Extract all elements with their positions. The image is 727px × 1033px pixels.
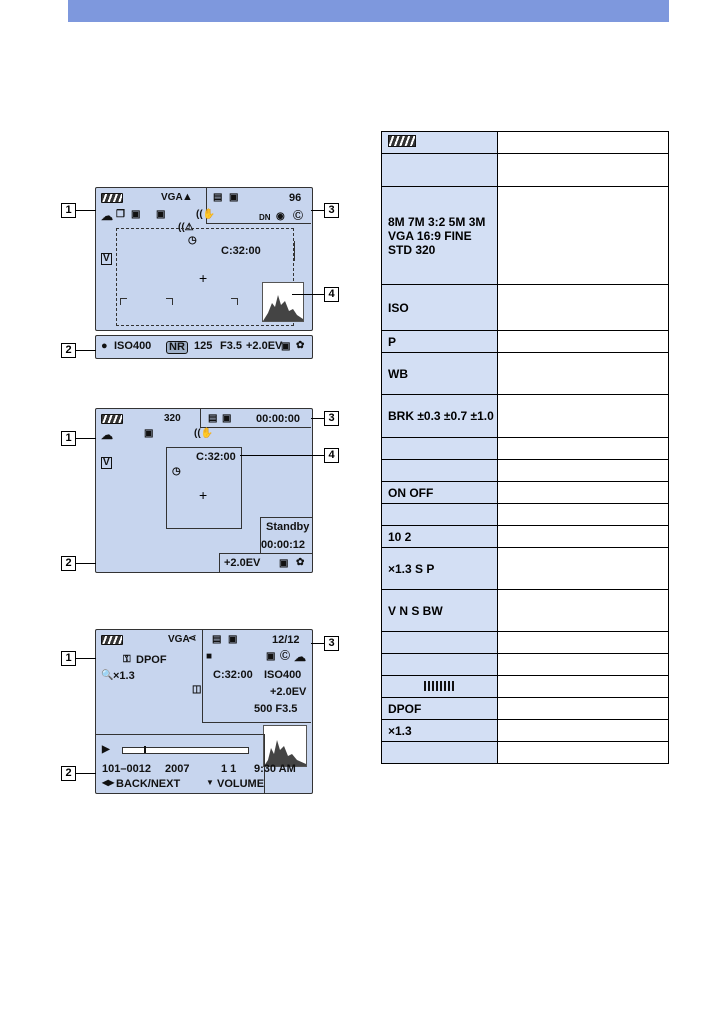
file-number: 101–0012	[102, 763, 151, 775]
date-day: 1 1	[221, 763, 237, 775]
af-cross: +	[199, 487, 208, 503]
metering-icon: ▣	[131, 209, 141, 220]
legend-row	[382, 590, 669, 632]
legend-row	[382, 742, 669, 764]
legend-row	[382, 482, 669, 504]
shutter-speed: 125	[194, 340, 213, 352]
flash-icon: Ⓒ	[280, 651, 290, 662]
callout-1: 1	[61, 651, 76, 666]
callout-4: 4	[324, 448, 339, 463]
aperture: F3.5	[220, 340, 243, 352]
zoom-scale-icon: ×1.3 S P	[382, 548, 498, 590]
legend-description	[498, 187, 669, 285]
legend-row	[382, 720, 669, 742]
standby-label: Standby	[266, 521, 310, 533]
legend-row	[382, 438, 669, 460]
movie-size: 320	[164, 413, 181, 424]
folder-icon: ▣	[229, 192, 239, 203]
callout-1: 1	[61, 203, 76, 218]
recording-time: C:32:00	[213, 669, 253, 681]
legend-description	[498, 331, 669, 353]
legend-description	[498, 548, 669, 590]
zoom-scale: ×1.3	[113, 670, 135, 682]
dpof-icon: DPOF	[382, 698, 498, 720]
memory-icon: ▤	[212, 634, 222, 645]
legend-description	[498, 395, 669, 438]
legend-table	[381, 131, 669, 764]
volume-label: VOLUME	[217, 778, 265, 790]
protect-icon: ⋖	[188, 633, 197, 644]
leader-line	[311, 210, 324, 211]
self-timer-icon: ◷	[188, 235, 197, 246]
leader-line	[76, 563, 96, 564]
callout-2: 2	[61, 556, 76, 571]
volume-arrow: ▼	[206, 778, 214, 787]
shots-remaining: 96	[289, 192, 302, 204]
legend-row	[382, 654, 669, 676]
quality-icon: ■	[206, 651, 213, 662]
progress-marker	[144, 746, 146, 753]
image-counter: 12/12	[272, 634, 300, 646]
image-size-icon: VGA	[168, 634, 190, 645]
leader-line	[76, 350, 96, 351]
histogram	[262, 282, 304, 322]
self-timer-icon: 10 2	[382, 526, 498, 548]
af-corner	[231, 298, 238, 305]
lcd-status-bar	[95, 335, 313, 359]
scene-icon: ☁	[294, 650, 306, 664]
lock-icon: ⚿	[123, 654, 131, 665]
callout-3: 3	[324, 411, 339, 426]
legend-description	[498, 590, 669, 632]
legend-row	[382, 698, 669, 720]
nav-arrows: ◀▶	[102, 778, 115, 787]
legend-description	[498, 720, 669, 742]
metering-icon: ▣	[266, 651, 276, 662]
image-size-icon: VGA	[161, 192, 183, 203]
battery-icon	[101, 193, 123, 203]
legend-description	[498, 438, 669, 460]
exposure: +2.0EV	[246, 340, 283, 352]
legend-row	[382, 187, 669, 285]
scene-icon: ☁	[101, 209, 113, 223]
legend-row	[382, 632, 669, 654]
volume-bars	[424, 681, 454, 691]
metering-icon	[382, 438, 498, 460]
legend-row	[382, 132, 669, 154]
leader-line	[76, 438, 96, 439]
battery-icon	[101, 414, 123, 424]
progress-track	[122, 747, 249, 754]
mountain-icon: ▲	[182, 191, 193, 203]
leader-line	[240, 455, 324, 456]
flash-icon: Ⓒ	[293, 211, 303, 222]
callout-2: 2	[61, 766, 76, 781]
face-detection-icon: ▣	[156, 209, 166, 220]
lock-icon	[382, 654, 498, 676]
metering-icon: ▣	[144, 428, 154, 439]
legend-row	[382, 285, 669, 331]
steadyshot-icon: ((✋	[194, 428, 214, 439]
time: 9:30 AM	[254, 763, 296, 775]
exposure: +2.0EV	[270, 686, 307, 698]
legend-description	[498, 132, 669, 154]
play-icon: ▶	[102, 744, 110, 755]
nr-badge: NR	[166, 341, 188, 354]
legend-row	[382, 154, 669, 187]
callout-3: 3	[324, 636, 339, 651]
histogram-graph	[263, 283, 303, 321]
recording-time: C:32:00	[221, 245, 261, 257]
rec-indicator: ●	[101, 340, 108, 352]
legend-description	[498, 504, 669, 526]
callout-2: 2	[61, 343, 76, 358]
timecode: 00:00:00	[256, 413, 301, 425]
legend-description	[498, 698, 669, 720]
shake-warning-icon: ((⚠	[178, 222, 194, 233]
legend-row	[382, 504, 669, 526]
legend-row	[382, 395, 669, 438]
callout-4: 4	[324, 287, 339, 302]
iso-value: ISO400	[114, 340, 152, 352]
legend-row	[382, 460, 669, 482]
white-balance-icon: WB	[382, 353, 498, 395]
macro-icon: ✿	[296, 340, 305, 351]
header-bar	[68, 0, 669, 22]
legend-description	[498, 654, 669, 676]
legend-row	[382, 331, 669, 353]
legend-row	[382, 526, 669, 548]
recording-time: C:32:00	[196, 451, 236, 463]
legend-description	[498, 482, 669, 504]
red-eye-icon: DN	[259, 213, 271, 222]
date-year: 2007	[165, 763, 190, 775]
battery-icon	[101, 635, 123, 645]
color-mode-icon: V	[103, 457, 110, 468]
callout-3: 3	[324, 203, 339, 218]
leader-line	[292, 294, 324, 295]
exposure: +2.0EV	[224, 557, 261, 569]
af-corner	[166, 298, 173, 305]
card-warning-icon: ◫	[192, 684, 202, 695]
lcd-screen-still	[95, 187, 313, 331]
face-detection-icon	[382, 460, 498, 482]
leader-line	[311, 418, 324, 419]
color-mode-icon: V N S BW	[382, 590, 498, 632]
macro-icon: ✿	[296, 557, 305, 568]
legend-description	[498, 154, 669, 187]
playback-zoom-icon: ×1.3	[382, 720, 498, 742]
memory-icon: ▤	[213, 192, 223, 203]
iso-value: ISO400	[264, 669, 302, 681]
shake-warning-icon	[382, 504, 498, 526]
zoom-icon: 🔍	[101, 670, 114, 681]
scene-icon: ☁	[101, 428, 113, 442]
battery-icon	[382, 132, 498, 154]
burst-bracket-icon: BRK ±0.3 ±0.7 ±1.0	[382, 395, 498, 438]
leader-line	[76, 773, 96, 774]
legend-row	[382, 548, 669, 590]
memory-icon: ▤	[208, 413, 218, 424]
legend-description	[498, 632, 669, 654]
metering-mode-icon: ▣	[281, 341, 291, 352]
dpof-label: DPOF	[136, 654, 167, 666]
histogram	[263, 725, 307, 767]
legend-description	[498, 742, 669, 764]
leader-line	[76, 658, 96, 659]
leader-line	[76, 210, 96, 211]
nav-label: BACK/NEXT	[116, 778, 181, 790]
leader-line	[311, 643, 324, 644]
battery-glyph	[388, 135, 416, 147]
af-corner	[120, 298, 127, 305]
legend-description	[498, 353, 669, 395]
callout-1: 1	[61, 431, 76, 446]
eye-icon: ◉	[276, 211, 285, 222]
protect-icon	[382, 632, 498, 654]
folder-icon: ▣	[222, 413, 232, 424]
card-warning-icon	[382, 742, 498, 764]
metering-mode-icon: ▣	[279, 558, 289, 569]
legend-description	[498, 460, 669, 482]
image-size-icon: 8M 7M 3:2 5M 3M VGA 16:9 FINE STD 320	[382, 187, 498, 285]
blank	[382, 154, 498, 187]
program-icon: P	[382, 331, 498, 353]
shutter-aperture: 500 F3.5	[254, 703, 298, 715]
af-cross: +	[199, 270, 208, 286]
scene-mode-icon: ISO	[382, 285, 498, 331]
legend-description	[498, 676, 669, 698]
legend-row	[382, 353, 669, 395]
self-timer-icon: ◷	[172, 466, 181, 477]
steadyshot-icon: ON OFF	[382, 482, 498, 504]
lcd-screen-playback	[95, 629, 313, 794]
folder-icon: ▣	[228, 634, 238, 645]
steadyshot-icon: ((✋	[196, 209, 216, 220]
volume-icon	[382, 676, 498, 698]
legend-row	[382, 676, 669, 698]
burst-icon: ❐	[116, 209, 125, 220]
elapsed-time: 00:00:12	[261, 539, 306, 551]
color-mode-icon: V	[103, 253, 110, 264]
lcd-screen-movie	[95, 408, 313, 573]
histogram-graph	[264, 726, 306, 766]
legend-description	[498, 285, 669, 331]
legend-description	[498, 526, 669, 548]
